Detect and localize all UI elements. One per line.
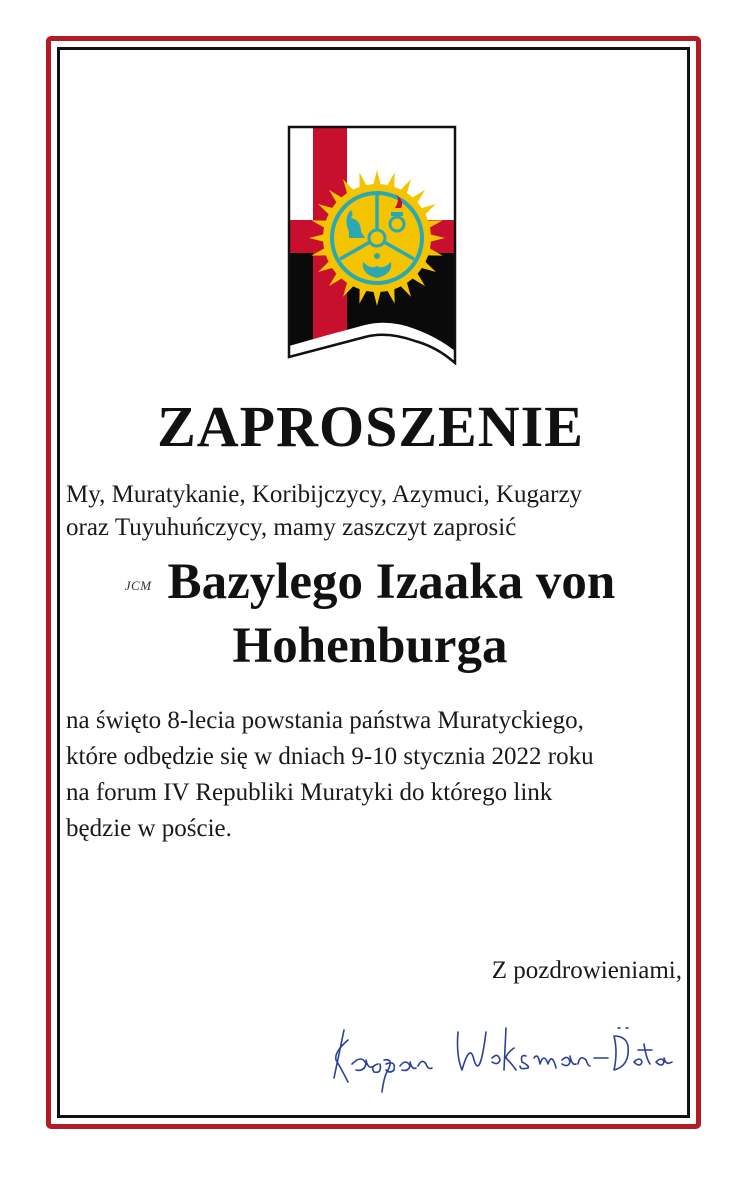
invitation-body bbox=[66, 703, 686, 847]
closing-phrase: Z pozdrowieniami, bbox=[491, 957, 682, 984]
body-line: na forum IV Republiki Muratyki do którego link bbox=[66, 779, 553, 806]
invitation-title: ZAPROSZENIE bbox=[157, 394, 584, 459]
recipient-name: Bazylego Izaaka von Hohenburga bbox=[167, 554, 616, 675]
coat-of-arms-emblem bbox=[287, 125, 457, 365]
intro-line: oraz Tuyuhuńczycy, mamy zaszczyt zaprosić bbox=[66, 514, 517, 541]
handwritten-signature bbox=[322, 1000, 682, 1095]
body-line: które odbędzie się w dniach 9-10 stycznia 2022 roku bbox=[66, 743, 594, 770]
intro-line: My, Muratykanie, Koribijczycy, Azymuci, Kugarzy bbox=[66, 481, 583, 508]
body-line: będzie w poście. bbox=[66, 815, 232, 842]
recipient-honorific: JCM bbox=[124, 578, 152, 594]
recipient-block bbox=[60, 552, 680, 676]
invitation-intro bbox=[66, 478, 686, 544]
body-line: na święto 8-lecia powstania państwa Muratyckiego, bbox=[66, 707, 584, 734]
